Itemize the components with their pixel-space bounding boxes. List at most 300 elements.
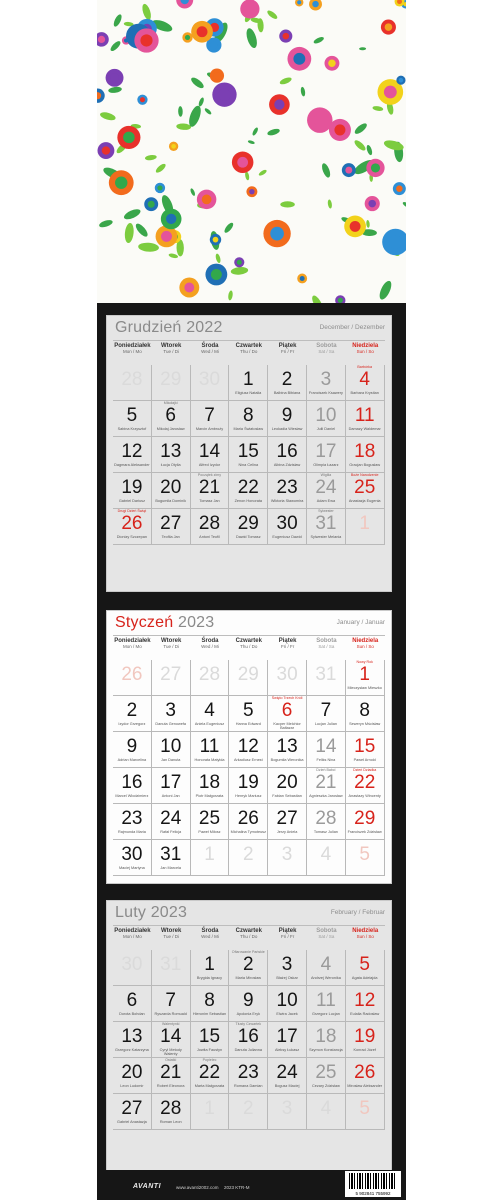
day-number: 20 bbox=[121, 1062, 143, 1083]
name-day-text: Fabian Sebastian bbox=[272, 794, 302, 798]
day-cell bbox=[113, 660, 152, 696]
weekday-header bbox=[268, 343, 307, 355]
name-day-text: Gabriel Dariusz bbox=[118, 499, 145, 503]
day-number: 2 bbox=[243, 954, 254, 975]
day-number: 3 bbox=[281, 954, 293, 975]
weekday-abbr: Thu / Do bbox=[240, 643, 258, 649]
flower-center-shape bbox=[312, 1, 318, 7]
day-cell bbox=[229, 804, 268, 840]
month-name: Grudzień bbox=[115, 319, 182, 336]
day-cell bbox=[268, 437, 307, 473]
weekday-abbr: Fri / Fr bbox=[280, 933, 295, 939]
day-number: 6 bbox=[281, 700, 293, 721]
day-number: 21 bbox=[315, 772, 337, 793]
name-day-text: Bogusz Maciej bbox=[274, 1084, 300, 1088]
day-cell bbox=[113, 804, 152, 840]
day-number: 7 bbox=[204, 405, 215, 426]
day-number: 23 bbox=[237, 1062, 259, 1083]
day-number: 31 bbox=[160, 954, 182, 975]
name-day-text: Tomasz Jan bbox=[199, 499, 220, 503]
name-day-text: Gracjan Bogusław bbox=[349, 463, 381, 467]
leaf-shape bbox=[123, 207, 142, 221]
holiday-label: Boże Narodzenie bbox=[350, 473, 379, 477]
day-cell bbox=[307, 768, 346, 804]
flower-center-shape bbox=[213, 237, 219, 243]
weekday-abbr: Sat / Sa bbox=[318, 348, 335, 354]
leaf-shape bbox=[134, 222, 150, 239]
flower-center-shape bbox=[213, 72, 220, 79]
day-cell bbox=[113, 732, 152, 768]
leaf-shape bbox=[109, 40, 122, 53]
day-cell bbox=[307, 1094, 346, 1130]
leaf-shape bbox=[245, 27, 259, 49]
day-cell bbox=[346, 509, 385, 545]
day-cell bbox=[152, 1058, 191, 1094]
leaf-shape bbox=[377, 279, 393, 301]
leaf-shape bbox=[327, 199, 332, 209]
leaf-shape bbox=[310, 294, 324, 303]
name-day-text: Alfred Izydor bbox=[198, 463, 221, 467]
holiday-label: Dzień Dziadka bbox=[353, 768, 377, 772]
day-cell bbox=[229, 401, 268, 437]
flower-center-shape bbox=[293, 53, 305, 65]
day-number: 26 bbox=[237, 808, 259, 829]
day-cell bbox=[113, 986, 152, 1022]
weekday-name: Piątek bbox=[278, 638, 297, 644]
weekday-header bbox=[191, 928, 230, 940]
day-number: 25 bbox=[198, 808, 221, 829]
name-day-text: Cezary Zdzisław bbox=[311, 1084, 340, 1088]
day-number: 28 bbox=[198, 513, 221, 534]
day-cell bbox=[152, 732, 191, 768]
day-cell bbox=[346, 1094, 385, 1130]
day-cell bbox=[307, 660, 346, 696]
day-cell bbox=[268, 660, 307, 696]
flower-center-shape bbox=[350, 221, 361, 232]
day-number: 3 bbox=[165, 700, 176, 721]
name-day-text: Julii Daniel bbox=[316, 427, 336, 431]
name-day-text: Maciej Martyna bbox=[119, 866, 145, 870]
flower-center-shape bbox=[245, 4, 255, 14]
name-day-text: Leokadia Wiesław bbox=[271, 427, 303, 431]
title-divider bbox=[113, 340, 385, 341]
flower-center-shape bbox=[396, 185, 402, 191]
weekday-header bbox=[229, 638, 268, 650]
day-number: 27 bbox=[160, 513, 182, 534]
flower-center-shape bbox=[171, 144, 176, 149]
name-day-text: Jan Marcela bbox=[160, 866, 182, 870]
weekday-header bbox=[152, 638, 191, 650]
day-cell bbox=[113, 950, 152, 986]
name-day-text: Adam Ewa bbox=[316, 499, 336, 503]
day-cell bbox=[191, 840, 230, 876]
month-year: 2022 bbox=[186, 319, 223, 336]
flower-pattern-icon bbox=[97, 0, 406, 303]
day-cell bbox=[268, 804, 307, 840]
day-number: 15 bbox=[354, 736, 376, 757]
leaf-shape bbox=[279, 76, 293, 86]
day-number: 21 bbox=[160, 1062, 182, 1083]
day-cell bbox=[346, 437, 385, 473]
day-number: 6 bbox=[165, 405, 176, 426]
day-number: 14 bbox=[198, 441, 221, 462]
name-day-text: Danuta Genowefa bbox=[155, 722, 186, 726]
leaf-shape bbox=[251, 127, 259, 137]
day-number: 9 bbox=[243, 990, 254, 1011]
day-number: 7 bbox=[320, 700, 332, 721]
title-divider bbox=[113, 925, 385, 926]
month-panel-2 bbox=[106, 900, 392, 1177]
weekday-name: Czwartek bbox=[235, 343, 262, 349]
day-number: 23 bbox=[121, 808, 143, 829]
name-day-text: Sabina Krzysztof bbox=[117, 427, 147, 431]
leaf-shape bbox=[176, 123, 191, 130]
day-number: 19 bbox=[237, 772, 259, 793]
flower-center-shape bbox=[345, 167, 352, 174]
day-number: 13 bbox=[160, 441, 182, 462]
weekday-header bbox=[229, 343, 268, 355]
flower-center-shape bbox=[218, 89, 230, 101]
day-cell bbox=[268, 768, 307, 804]
day-cell bbox=[152, 509, 191, 545]
name-day-text: Aleksy Łukasz bbox=[274, 1048, 300, 1052]
day-cell bbox=[346, 840, 385, 876]
day-number: 26 bbox=[121, 664, 143, 685]
day-number: 16 bbox=[276, 441, 298, 462]
barcode-bars bbox=[349, 1173, 397, 1189]
name-day-text: Honorata Matylda bbox=[194, 758, 225, 762]
flower-center-shape bbox=[270, 227, 284, 241]
day-cell bbox=[346, 950, 385, 986]
name-day-text: Kacper Melchior Baltazar bbox=[273, 722, 301, 731]
day-number: 29 bbox=[237, 664, 259, 685]
day-number: 10 bbox=[160, 736, 182, 757]
day-number: 11 bbox=[354, 405, 375, 426]
flower-center-shape bbox=[115, 177, 127, 189]
day-cell bbox=[152, 1094, 191, 1130]
day-number: 29 bbox=[160, 369, 182, 390]
name-day-text: Szymon Konstancja bbox=[309, 1048, 343, 1052]
name-day-text: Franciszek Zdzisław bbox=[347, 830, 382, 834]
leaf-shape bbox=[187, 104, 203, 128]
flower-center-shape bbox=[328, 60, 335, 67]
day-number: 22 bbox=[237, 477, 259, 498]
day-number: 22 bbox=[198, 1062, 221, 1083]
leaf-shape bbox=[353, 122, 368, 136]
name-day-text: Hanna Edward bbox=[235, 722, 261, 726]
day-number: 10 bbox=[315, 405, 337, 426]
leaf-shape bbox=[353, 139, 367, 153]
name-day-text: Bogumiła Dominik bbox=[155, 499, 186, 503]
holiday-label: Walentynki bbox=[161, 1022, 180, 1026]
day-number: 18 bbox=[198, 772, 221, 793]
day-cell bbox=[346, 804, 385, 840]
name-day-text: Eligiusz Natalia bbox=[235, 391, 262, 395]
name-day-text: Aniela Eugeniusz bbox=[194, 722, 225, 726]
day-cell bbox=[229, 840, 268, 876]
day-cell bbox=[152, 660, 191, 696]
day-number: 15 bbox=[237, 441, 259, 462]
flower-center-shape bbox=[140, 97, 145, 102]
day-cell bbox=[152, 473, 191, 509]
day-cell bbox=[152, 768, 191, 804]
holiday-label: Święto Trzech Króli bbox=[271, 696, 303, 700]
day-number: 17 bbox=[276, 1026, 298, 1047]
day-cell bbox=[229, 768, 268, 804]
day-cell bbox=[113, 401, 152, 437]
day-cell bbox=[113, 1058, 152, 1094]
leaf-shape bbox=[230, 266, 248, 275]
name-day-text: Antoni Teofil bbox=[199, 535, 220, 539]
day-number: 18 bbox=[354, 441, 376, 462]
day-number: 28 bbox=[315, 808, 337, 829]
weekday-name: Środa bbox=[201, 928, 219, 934]
day-number: 20 bbox=[160, 477, 182, 498]
month-title bbox=[115, 319, 223, 337]
day-number: 5 bbox=[243, 700, 254, 721]
name-day-text: Paweł Arnold bbox=[353, 758, 376, 762]
day-number: 17 bbox=[315, 441, 337, 462]
name-day-text: Eugeniusz Dawid bbox=[272, 535, 302, 539]
weekday-header bbox=[229, 928, 268, 940]
name-day-text: Roman Leon bbox=[159, 1120, 182, 1124]
flower-center-shape bbox=[237, 260, 242, 265]
name-day-text: Romana Damian bbox=[234, 1084, 263, 1088]
day-cell bbox=[229, 660, 268, 696]
name-day-text: Damazy Waldemar bbox=[348, 427, 381, 431]
weekday-abbr: Wed / Mi bbox=[201, 348, 219, 354]
name-day-text: Wiktoria Sławomira bbox=[270, 499, 304, 503]
day-number: 22 bbox=[354, 772, 376, 793]
name-day-text: Lucjan Julian bbox=[314, 722, 337, 726]
day-cell bbox=[113, 365, 152, 401]
day-cell bbox=[268, 365, 307, 401]
name-day-text: Antoni Jan bbox=[161, 794, 180, 798]
day-number: 8 bbox=[204, 990, 215, 1011]
day-number: 1 bbox=[359, 664, 370, 685]
weekday-header bbox=[152, 343, 191, 355]
month-panel-1 bbox=[106, 610, 392, 884]
day-number: 1 bbox=[204, 954, 215, 975]
name-day-text: Elwira Jacek bbox=[276, 1012, 298, 1016]
day-cell bbox=[229, 986, 268, 1022]
day-cell bbox=[307, 473, 346, 509]
leaf-shape bbox=[145, 154, 157, 161]
day-cell bbox=[307, 365, 346, 401]
day-cell bbox=[346, 768, 385, 804]
weekday-abbr: Tue / Di bbox=[163, 348, 179, 354]
name-day-text: Apolonia Eryk bbox=[236, 1012, 260, 1016]
leaf-shape bbox=[258, 169, 268, 177]
name-day-text: Maria Światosław bbox=[233, 427, 264, 431]
name-day-text: Anastazy Wincenty bbox=[348, 794, 381, 798]
day-number: 21 bbox=[198, 477, 221, 498]
holiday-label: Barbórka bbox=[357, 365, 372, 369]
flower-center-shape bbox=[211, 269, 222, 280]
day-cell bbox=[268, 401, 307, 437]
day-number: 19 bbox=[121, 477, 143, 498]
day-cell bbox=[229, 950, 268, 986]
weekday-header bbox=[346, 343, 385, 355]
day-cell bbox=[229, 732, 268, 768]
weekday-name: Poniedziałek bbox=[114, 343, 151, 349]
name-day-text: Jan Danuta bbox=[160, 758, 181, 762]
weekday-header bbox=[307, 928, 346, 940]
day-number: 27 bbox=[121, 1098, 143, 1119]
day-cell bbox=[113, 473, 152, 509]
name-day-text: Tomasz Julian bbox=[313, 830, 338, 834]
flower-center-shape bbox=[384, 86, 397, 99]
day-number: 25 bbox=[315, 1062, 337, 1083]
leaf-shape bbox=[402, 201, 406, 209]
day-number: 13 bbox=[121, 1026, 143, 1047]
day-cell bbox=[191, 1022, 230, 1058]
leaf-shape bbox=[154, 162, 167, 174]
weekday-abbr: Fri / Fr bbox=[280, 348, 295, 354]
leaf-shape bbox=[124, 223, 135, 244]
weekday-header bbox=[191, 343, 230, 355]
name-day-text: Rafał Felicja bbox=[160, 830, 182, 834]
weekday-header bbox=[346, 638, 385, 650]
day-cell bbox=[307, 1058, 346, 1094]
day-number: 3 bbox=[281, 844, 293, 865]
flower-center-shape bbox=[313, 114, 326, 127]
name-day-text: Rajmunda Maria bbox=[117, 830, 146, 834]
day-cell bbox=[229, 1022, 268, 1058]
name-day-text: Eulalia Radosław bbox=[350, 1012, 380, 1016]
day-number: 4 bbox=[320, 954, 332, 975]
day-number: 2 bbox=[281, 369, 293, 390]
name-day-text: Seweryn Mścisław bbox=[349, 722, 381, 726]
day-number: 25 bbox=[354, 477, 376, 498]
flower-center-shape bbox=[371, 163, 380, 172]
name-day-text: Agnieszka Jarosław bbox=[309, 794, 343, 798]
month-year: 2023 bbox=[150, 904, 188, 921]
day-cell bbox=[346, 401, 385, 437]
leaf-shape bbox=[112, 13, 123, 28]
day-cell bbox=[268, 986, 307, 1022]
name-day-text: Dorota Bohdan bbox=[119, 1012, 145, 1016]
flower-center-shape bbox=[210, 41, 218, 49]
name-day-text: Albina Zdzisław bbox=[273, 463, 301, 467]
month-name: Luty bbox=[115, 904, 147, 921]
weekday-abbr: Sun / So bbox=[356, 348, 374, 354]
day-number: 12 bbox=[354, 990, 376, 1011]
day-number: 28 bbox=[198, 664, 221, 685]
day-number: 4 bbox=[359, 369, 370, 390]
holiday-label: Ofiarowanie Pańskie bbox=[231, 950, 265, 954]
name-day-text: Balbina Bibiana bbox=[273, 391, 301, 395]
day-cell bbox=[152, 696, 191, 732]
leaf-shape bbox=[98, 219, 113, 229]
day-number: 29 bbox=[237, 513, 259, 534]
flower-center-shape bbox=[157, 185, 162, 190]
leaf-shape bbox=[320, 162, 331, 178]
day-cell bbox=[346, 732, 385, 768]
day-cell bbox=[346, 696, 385, 732]
day-number: 16 bbox=[237, 1026, 259, 1047]
holiday-label: Wigilia bbox=[320, 473, 332, 477]
day-number: 30 bbox=[121, 844, 143, 865]
day-number: 31 bbox=[315, 664, 337, 685]
day-cell bbox=[191, 473, 230, 509]
name-day-text: Izydor Grzegorz bbox=[118, 722, 146, 726]
day-number: 5 bbox=[359, 844, 370, 865]
name-day-text: Brygida Ignacy bbox=[196, 976, 223, 980]
day-number: 24 bbox=[276, 1062, 298, 1083]
leaf-shape bbox=[313, 36, 325, 45]
weekday-abbr: Fri / Fr bbox=[280, 643, 295, 649]
day-cell bbox=[113, 696, 152, 732]
holiday-label: Dzień Babci bbox=[316, 768, 336, 772]
weekday-abbr: Mon / Mo bbox=[123, 348, 142, 354]
month-year: 2023 bbox=[177, 614, 215, 631]
name-day-text: Henryk Mariusz bbox=[235, 794, 262, 798]
leaf-shape bbox=[204, 107, 212, 115]
day-number: 17 bbox=[160, 772, 182, 793]
month-subtitle: January / Januar bbox=[336, 619, 385, 626]
day-number: 23 bbox=[276, 477, 298, 498]
flower-center-shape bbox=[283, 33, 290, 40]
day-number: 14 bbox=[315, 736, 337, 757]
weekday-name: Wtorek bbox=[161, 343, 182, 349]
weekday-name: Środa bbox=[201, 343, 219, 349]
day-cell bbox=[268, 732, 307, 768]
name-day-text: Arkadiusz Ernest bbox=[233, 758, 263, 762]
weekday-abbr: Sat / Sa bbox=[318, 933, 335, 939]
flower-center-shape bbox=[399, 78, 404, 83]
name-day-text: Leon Ludomir bbox=[120, 1084, 144, 1088]
weekday-header bbox=[346, 928, 385, 940]
day-number: 9 bbox=[281, 405, 293, 426]
day-cell bbox=[191, 732, 230, 768]
day-cell bbox=[113, 1094, 152, 1130]
weekday-header bbox=[268, 638, 307, 650]
weekday-abbr: Mon / Mo bbox=[123, 933, 142, 939]
day-number: 15 bbox=[198, 1026, 221, 1047]
day-number: 24 bbox=[315, 477, 337, 498]
weekday-name: Niedziela bbox=[352, 343, 379, 349]
weekday-name: Wtorek bbox=[161, 928, 182, 934]
name-day-text: Robert Eleonora bbox=[156, 1084, 185, 1088]
day-number: 2 bbox=[243, 844, 254, 865]
day-cell bbox=[346, 986, 385, 1022]
name-day-text: Teofila Jan bbox=[161, 535, 180, 539]
name-day-text: Mikołaj Jarosław bbox=[156, 427, 185, 431]
weekday-name: Niedziela bbox=[352, 928, 379, 934]
leaf-shape bbox=[178, 106, 183, 117]
day-cell bbox=[191, 986, 230, 1022]
leaf-shape bbox=[108, 86, 122, 94]
weekday-abbr: Tue / Di bbox=[163, 643, 179, 649]
flower-center-shape bbox=[274, 99, 284, 109]
day-cell bbox=[191, 768, 230, 804]
weekday-abbr: Wed / Mi bbox=[201, 643, 219, 649]
day-number: 14 bbox=[160, 1026, 182, 1047]
holiday-label: Popielec bbox=[202, 1058, 217, 1062]
day-number: 30 bbox=[276, 513, 298, 534]
flower-center-shape bbox=[237, 157, 248, 168]
day-cell bbox=[191, 696, 230, 732]
weekday-name: Wtorek bbox=[161, 638, 182, 644]
name-day-text: Dagmara Aleksander bbox=[114, 463, 150, 467]
day-number: 4 bbox=[204, 700, 215, 721]
leaf-shape bbox=[168, 253, 178, 259]
day-cell bbox=[307, 986, 346, 1022]
flower-center-shape bbox=[300, 276, 305, 281]
weekday-name: Piątek bbox=[278, 928, 297, 934]
weekday-abbr: Sun / So bbox=[356, 933, 374, 939]
